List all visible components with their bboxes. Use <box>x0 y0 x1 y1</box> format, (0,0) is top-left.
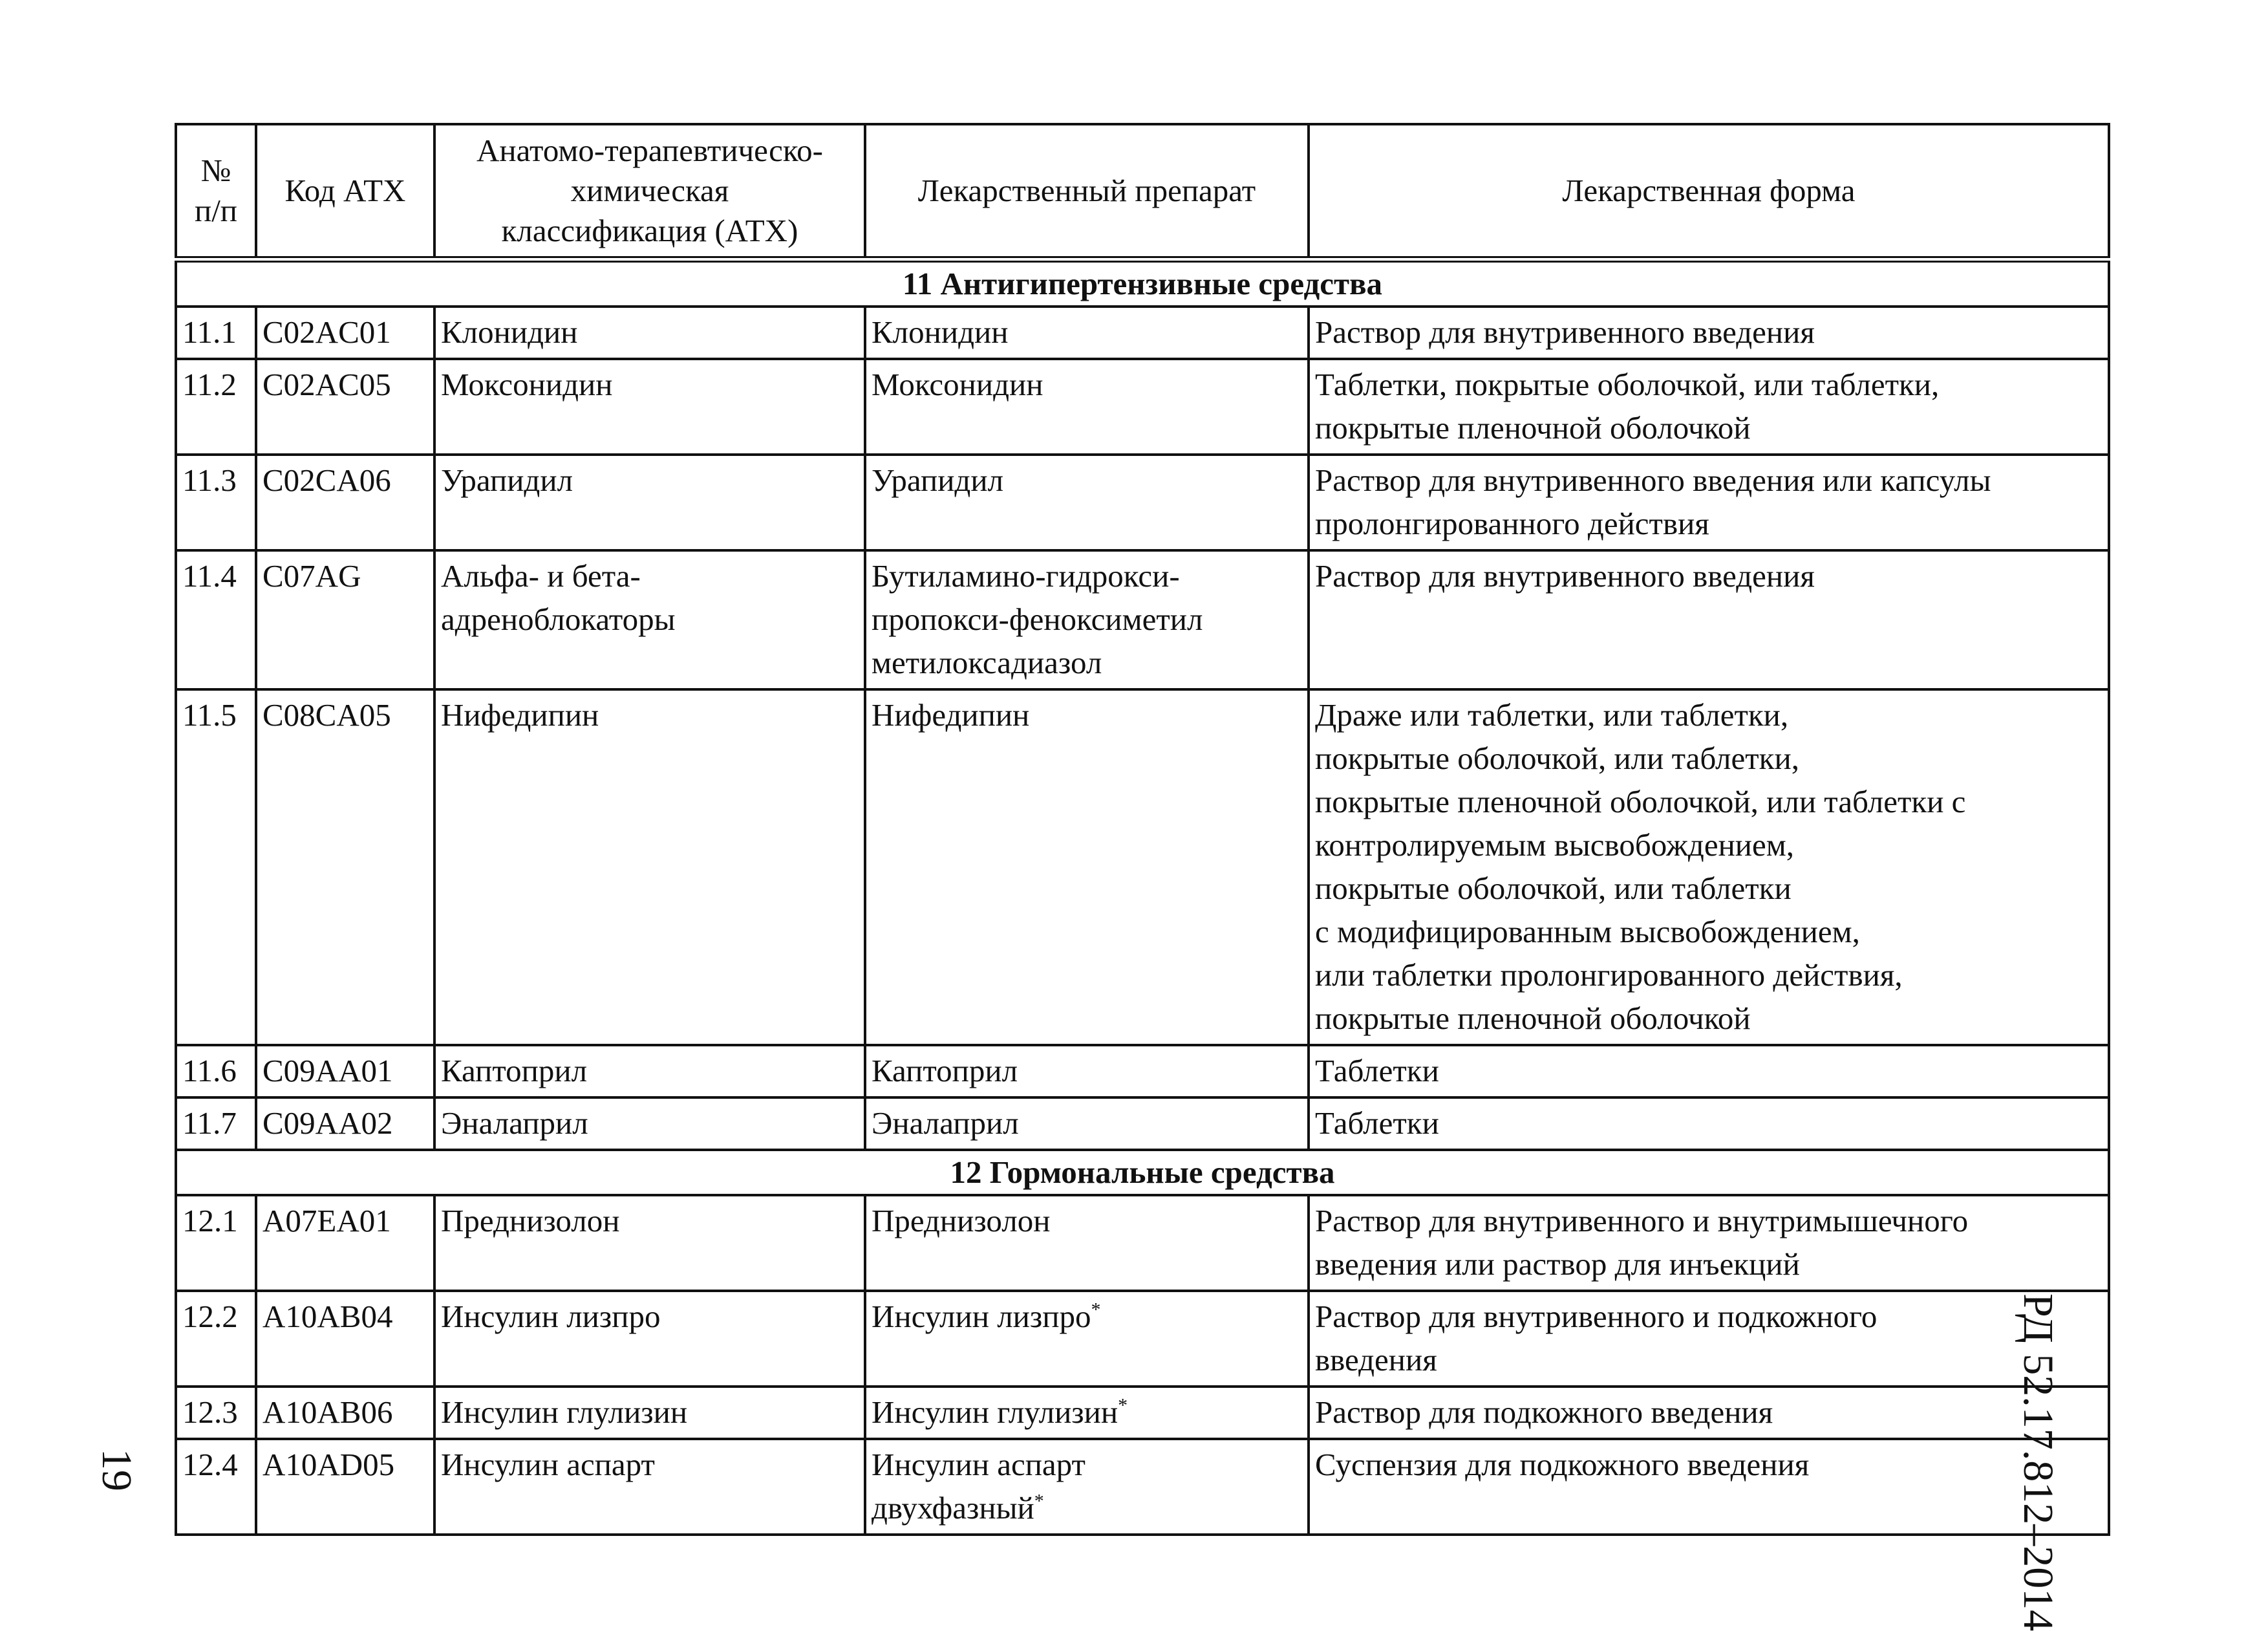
drug-name: Моксонидин <box>872 367 1043 402</box>
row-number-cell: 12.4 <box>176 1439 256 1535</box>
drug-cell <box>865 359 1309 455</box>
drug-cell <box>865 550 1309 689</box>
row-number-cell: 12.2 <box>176 1291 256 1387</box>
classification-cell: Урапидил <box>434 455 865 550</box>
table-row <box>176 307 2109 359</box>
dosage-form-cell: Раствор для внутривенного и внутримышечного введения или раствор для инъекций <box>1309 1195 2109 1291</box>
dosage-form-cell: Таблетки <box>1309 1097 2109 1150</box>
classification-cell: Преднизолон <box>434 1195 865 1291</box>
atx-code-cell: A10AD05 <box>256 1439 434 1535</box>
table-row <box>176 1439 2109 1535</box>
drug-cell <box>865 1097 1309 1150</box>
table-row <box>176 550 2109 689</box>
row-number-cell: 11.3 <box>176 455 256 550</box>
atx-code-cell: C07AG <box>256 550 434 689</box>
table-row <box>176 1387 2109 1439</box>
atx-code-cell: A07EA01 <box>256 1195 434 1291</box>
header-atx-code: Код АТХ <box>256 124 434 259</box>
header-dosage-form: Лекарственная форма <box>1309 124 2109 259</box>
atx-code-cell: C08CA05 <box>256 689 434 1045</box>
drug-cell <box>865 1291 1309 1387</box>
table-row <box>176 1097 2109 1150</box>
drug-cell <box>865 689 1309 1045</box>
dosage-form-cell: Драже или таблетки, или таблетки, покрытые оболочкой, или таблетки, покрытые пленочной оболочкой, или таблетки с контролируемым высвобождением, покрытые оболочкой, или таблетки с модифицированным высвобождением, или таблетки пролонгированного действия, покрытые пленочной оболочкой <box>1309 689 2109 1045</box>
section-heading-row <box>176 1150 2109 1195</box>
dosage-form-cell: Таблетки, покрытые оболочкой, или таблетки, покрытые пленочной оболочкой <box>1309 359 2109 455</box>
dosage-form-cell: Раствор для внутривенного введения или капсулы пролонгированного действия <box>1309 455 2109 550</box>
atx-code-cell: C02CA06 <box>256 455 434 550</box>
drug-name: Эналаприл <box>872 1105 1019 1141</box>
table-row <box>176 689 2109 1045</box>
section-title: 12 Гормональные средства <box>176 1150 2109 1195</box>
table-header-row <box>176 124 2109 259</box>
document-code-title: РД 52.17.812–2014 <box>2015 1293 2062 1631</box>
drug-name: Инсулин глулизин <box>872 1394 1118 1430</box>
drug-name: Инсулин аспарт двухфазный <box>872 1447 1086 1526</box>
drug-name: Инсулин лизпро <box>872 1299 1091 1334</box>
header-atx-classification: Анатомо-терапевтическо- химическая классификация (АТХ) <box>434 124 865 259</box>
header-number: № п/п <box>176 124 256 259</box>
table-row <box>176 1195 2109 1291</box>
classification-cell: Инсулин глулизин <box>434 1387 865 1439</box>
drug-name: Бутиламино-гидрокси- пропокси-феноксиметил метилоксадиазол <box>872 558 1203 680</box>
drug-cell <box>865 1387 1309 1439</box>
footnote-mark: * <box>1091 1299 1101 1321</box>
row-number-cell: 11.2 <box>176 359 256 455</box>
row-number-cell: 12.1 <box>176 1195 256 1291</box>
table-row <box>176 455 2109 550</box>
drug-name: Клонидин <box>872 314 1009 350</box>
row-number-cell: 12.3 <box>176 1387 256 1439</box>
atx-code-cell: C02AC01 <box>256 307 434 359</box>
atx-code-cell: C02AC05 <box>256 359 434 455</box>
classification-cell: Клонидин <box>434 307 865 359</box>
drug-cell <box>865 455 1309 550</box>
atx-drug-table <box>175 123 2110 1536</box>
drug-cell <box>865 1045 1309 1097</box>
dosage-form-cell: Суспензия для подкожного введения <box>1309 1439 2109 1535</box>
classification-cell: Инсулин аспарт <box>434 1439 865 1535</box>
section-title: 11 Антигипертензивные средства <box>176 259 2109 307</box>
drug-name: Каптоприл <box>872 1053 1018 1088</box>
drug-name: Преднизолон <box>872 1203 1051 1238</box>
table-row <box>176 359 2109 455</box>
table-row <box>176 1291 2109 1387</box>
dosage-form-cell: Раствор для подкожного введения <box>1309 1387 2109 1439</box>
drug-cell <box>865 1195 1309 1291</box>
dosage-form-cell: Раствор для внутривенного введения <box>1309 550 2109 689</box>
classification-cell: Нифедипин <box>434 689 865 1045</box>
footnote-mark: * <box>1118 1394 1128 1416</box>
dosage-form-cell: Раствор для внутривенного введения <box>1309 307 2109 359</box>
section-heading-row <box>176 259 2109 307</box>
drug-cell <box>865 307 1309 359</box>
row-number-cell: 11.5 <box>176 689 256 1045</box>
row-number-cell: 11.4 <box>176 550 256 689</box>
drug-name: Нифедипин <box>872 697 1030 733</box>
atx-code-cell: C09AA02 <box>256 1097 434 1150</box>
footnote-mark: * <box>1034 1490 1044 1512</box>
drug-name: Урапидил <box>872 462 1004 498</box>
dosage-form-cell: Раствор для внутривенного и подкожного введения <box>1309 1291 2109 1387</box>
drug-cell <box>865 1439 1309 1535</box>
classification-cell: Каптоприл <box>434 1045 865 1097</box>
header-drug: Лекарственный препарат <box>865 124 1309 259</box>
row-number-cell: 11.7 <box>176 1097 256 1150</box>
table-row <box>176 1045 2109 1097</box>
page-number: 19 <box>93 1449 140 1491</box>
dosage-form-cell: Таблетки <box>1309 1045 2109 1097</box>
classification-cell: Инсулин лизпро <box>434 1291 865 1387</box>
classification-cell: Моксонидин <box>434 359 865 455</box>
atx-code-cell: C09AA01 <box>256 1045 434 1097</box>
atx-code-cell: A10AB04 <box>256 1291 434 1387</box>
classification-cell: Альфа- и бета- адреноблокаторы <box>434 550 865 689</box>
atx-code-cell: A10AB06 <box>256 1387 434 1439</box>
classification-cell: Эналаприл <box>434 1097 865 1150</box>
table-body <box>176 259 2109 1535</box>
row-number-cell: 11.1 <box>176 307 256 359</box>
row-number-cell: 11.6 <box>176 1045 256 1097</box>
